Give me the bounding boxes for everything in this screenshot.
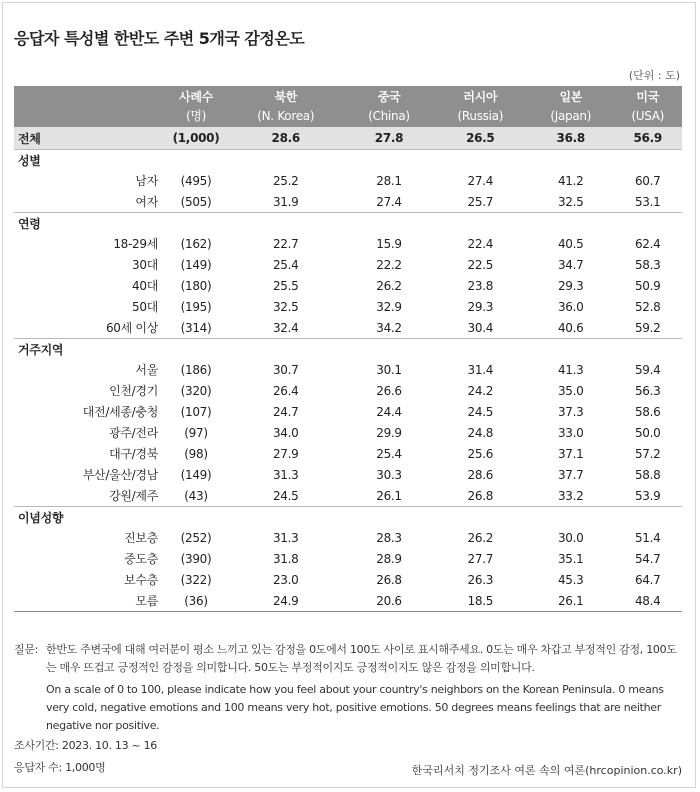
value-cell: 26.6 [376,383,402,398]
value-cell: 36.8 [528,127,613,150]
value-cell: 22.4 [467,236,494,251]
table-row [14,317,682,339]
value-cell: 27.9 [272,446,299,461]
value-cell: 25.4 [272,257,299,272]
data-table [14,86,682,612]
value-cell: 35.0 [557,383,584,398]
value-cell: 54.7 [634,551,661,566]
value-cell: 40.6 [557,320,584,335]
column-header-title: 일본 [559,89,583,104]
row-label: 50대 [132,300,158,314]
value-cell: 37.7 [557,467,584,482]
value-cell: 33.0 [557,425,584,440]
table-row [14,296,682,317]
value-cell: 28.6 [226,127,345,150]
value-cell: 58.6 [634,404,661,419]
value-cell: 23.0 [272,572,299,587]
value-cell: 25.4 [376,446,402,461]
column-header-title: 러시아 [463,89,498,104]
value-cell: 26.3 [467,572,494,587]
page-title: 응답자 특성별 한반도 주변 5개국 감정온도 [14,29,305,48]
value-cell: 24.7 [272,404,299,419]
value-cell: 23.8 [467,278,494,293]
column-header-subtitle: (USA) [631,108,665,123]
unit-label: (단위 : 도) [628,69,680,82]
column-header-subtitle: (Japan) [550,108,592,123]
table-row [14,254,682,275]
sample-size: (162) [180,236,212,251]
column-header-subtitle: (N. Korea) [257,108,315,123]
column-header [433,86,529,127]
notes [14,641,684,777]
value-cell: 26.1 [528,590,613,612]
sample-size: (180) [180,278,212,293]
sample-size: (149) [180,257,212,272]
column-header [166,86,226,127]
value-cell: 58.8 [634,467,661,482]
value-cell: 24.2 [467,383,494,398]
value-cell: 27.7 [467,551,494,566]
value-cell: 27.4 [467,173,494,188]
table-row [14,401,682,422]
value-cell: 30.4 [467,320,494,335]
section-title: 이념성향 [14,507,682,528]
value-cell: 28.1 [376,173,402,188]
column-header-subtitle: (Russia) [457,108,504,123]
value-cell: 28.6 [467,467,494,482]
question-text-en: On a scale of 0 to 100, please indicate how you feel about your country's neighbors on the Korean Peninsula. 0 means very cold, negative emotions and 100 means very hot, positive emotions. 50 degrees means feelings that are neither negative nor positive. [46,683,664,732]
section-title: 거주지역 [14,339,682,360]
sample-size: (390) [180,551,212,566]
table-row [14,485,682,507]
column-header-title: 북한 [274,89,298,104]
value-cell: 25.7 [467,194,494,209]
value-cell: 26.2 [376,278,402,293]
value-cell: 31.3 [272,530,299,545]
value-cell: 60.7 [634,173,661,188]
sample-size: (320) [180,383,212,398]
column-header [613,86,682,127]
value-cell: 22.2 [376,257,402,272]
value-cell: 26.5 [433,127,529,150]
value-cell: 32.5 [272,299,299,314]
row-label: 부산/울산/경남 [82,468,158,482]
sample-size: (43) [184,488,208,503]
value-cell: 57.2 [634,446,661,461]
table-row [14,464,682,485]
sample-size: (149) [180,467,212,482]
row-label: 30대 [132,258,158,272]
section-title: 성별 [14,150,682,171]
question-text-kr: 한반도 주변국에 대해 여러분이 평소 느끼고 있는 감정을 0도에서 100도 사이로 표시해주세요. 0도는 매우 차갑고 부정적인 감정, 100도는 매우 뜨겁고 긍정적인 감정을 의미합니다. 50도는 부정적이지도 긍정적이지도 않은 감정을 의미합니다. [46,643,677,674]
section-header-row [14,213,682,234]
column-header [14,86,166,127]
table-row [14,127,682,150]
table-header-row [14,86,682,127]
value-cell: 41.3 [557,362,584,377]
column-header [528,86,613,127]
sample-size: (1,000) [166,127,226,150]
value-cell: 22.5 [467,257,494,272]
value-cell: 32.5 [557,194,584,209]
value-cell: 41.2 [557,173,584,188]
value-cell: 28.3 [376,530,402,545]
table-row [14,527,682,548]
value-cell: 58.3 [634,257,661,272]
table-row [14,569,682,590]
value-cell: 26.2 [467,530,494,545]
table-row [14,548,682,569]
row-label: 진보층 [124,531,158,545]
value-cell: 31.3 [272,467,299,482]
column-header [226,86,345,127]
value-cell: 29.9 [376,425,402,440]
value-cell: 35.1 [557,551,584,566]
question-label: 질문: [14,643,39,656]
table-body [14,127,682,612]
value-cell: 26.8 [467,488,494,503]
sample-size: (314) [180,320,212,335]
row-label: 60세 이상 [105,321,158,335]
value-cell: 27.4 [376,194,402,209]
row-label: 인천/경기 [109,384,158,398]
row-label: 18-29세 [113,237,158,251]
column-header-subtitle: (China) [368,108,410,123]
table-row [14,590,682,612]
value-cell: 31.4 [467,362,494,377]
row-label: 대전/세종/충청 [82,405,158,419]
value-cell: 56.3 [634,383,661,398]
section-header-row [14,507,682,528]
value-cell: 30.0 [557,530,584,545]
sample-size: (495) [180,173,212,188]
value-cell: 50.9 [634,278,661,293]
row-label: 40대 [132,279,158,293]
table-row [14,380,682,401]
value-cell: 28.9 [376,551,402,566]
value-cell: 53.1 [634,194,661,209]
value-cell: 31.9 [272,194,299,209]
sample-size: (36) [166,590,226,612]
sample-size: (97) [184,425,208,440]
value-cell: 33.2 [557,488,584,503]
value-cell: 18.5 [433,590,529,612]
column-header [345,86,432,127]
value-cell: 24.4 [376,404,402,419]
row-label: 중도층 [124,552,158,566]
table-row [14,275,682,296]
column-header-title: 사례수 [179,89,213,104]
value-cell: 20.6 [345,590,432,612]
value-cell: 32.4 [272,320,299,335]
row-label: 전체 [14,127,166,150]
value-cell: 25.6 [467,446,494,461]
sample-size: (186) [180,362,212,377]
sample-size: (107) [180,404,212,419]
value-cell: 40.5 [557,236,584,251]
value-cell: 64.7 [634,572,661,587]
source: 한국리서치 정기조사 여론 속의 여론(hrcopinion.co.kr) [411,764,682,777]
value-cell: 30.7 [272,362,299,377]
respondent-count: 응답자 수: 1,000명 [14,761,106,774]
value-cell: 26.4 [272,383,299,398]
value-cell: 25.5 [272,278,299,293]
value-cell: 15.9 [376,236,402,251]
table-row [14,359,682,380]
row-label: 서울 [135,363,158,377]
value-cell: 30.1 [376,362,402,377]
column-header-title: 미국 [636,89,659,104]
table-row [14,233,682,254]
value-cell: 22.7 [272,236,299,251]
value-cell: 29.3 [467,299,494,314]
value-cell: 36.0 [557,299,584,314]
row-label: 광주/전라 [109,426,158,440]
row-label: 남자 [135,174,158,188]
value-cell: 24.5 [272,488,299,503]
column-header-title: 중국 [377,89,401,104]
row-label: 모름 [14,590,166,612]
value-cell: 25.2 [272,173,299,188]
value-cell: 30.3 [376,467,402,482]
table-row [14,443,682,464]
row-label: 여자 [135,195,158,209]
sample-size: (98) [184,446,208,461]
value-cell: 45.3 [557,572,584,587]
value-cell: 26.1 [376,488,402,503]
value-cell: 50.0 [634,425,661,440]
table-row [14,191,682,213]
value-cell: 53.9 [634,488,661,503]
survey-period: 조사기간: 2023. 10. 13 ~ 16 [14,739,157,752]
row-label: 강원/제주 [109,489,158,503]
value-cell: 29.3 [557,278,584,293]
sample-size: (505) [180,194,212,209]
value-cell: 24.5 [467,404,494,419]
value-cell: 51.4 [634,530,661,545]
value-cell: 59.4 [634,362,661,377]
value-cell: 37.3 [557,404,584,419]
value-cell: 52.8 [634,299,661,314]
sample-size: (195) [180,299,212,314]
sample-size: (322) [180,572,212,587]
value-cell: 34.2 [376,320,402,335]
value-cell: 34.0 [272,425,299,440]
section-title: 연령 [14,213,682,234]
value-cell: 26.8 [376,572,402,587]
value-cell: 24.8 [467,425,494,440]
value-cell: 62.4 [634,236,661,251]
value-cell: 37.1 [557,446,584,461]
value-cell: 32.9 [376,299,402,314]
table-row [14,422,682,443]
value-cell: 24.9 [226,590,345,612]
column-header-subtitle: (명) [185,108,207,123]
row-label: 대구/경북 [109,447,158,461]
value-cell: 48.4 [613,590,682,612]
value-cell: 56.9 [613,127,682,150]
sample-size: (252) [180,530,212,545]
table-row [14,170,682,191]
value-cell: 27.8 [345,127,432,150]
value-cell: 31.8 [272,551,299,566]
question [14,641,684,677]
section-header-row [14,339,682,360]
value-cell: 59.2 [634,320,661,335]
value-cell: 34.7 [557,257,584,272]
row-label: 보수층 [124,573,158,587]
section-header-row [14,150,682,171]
